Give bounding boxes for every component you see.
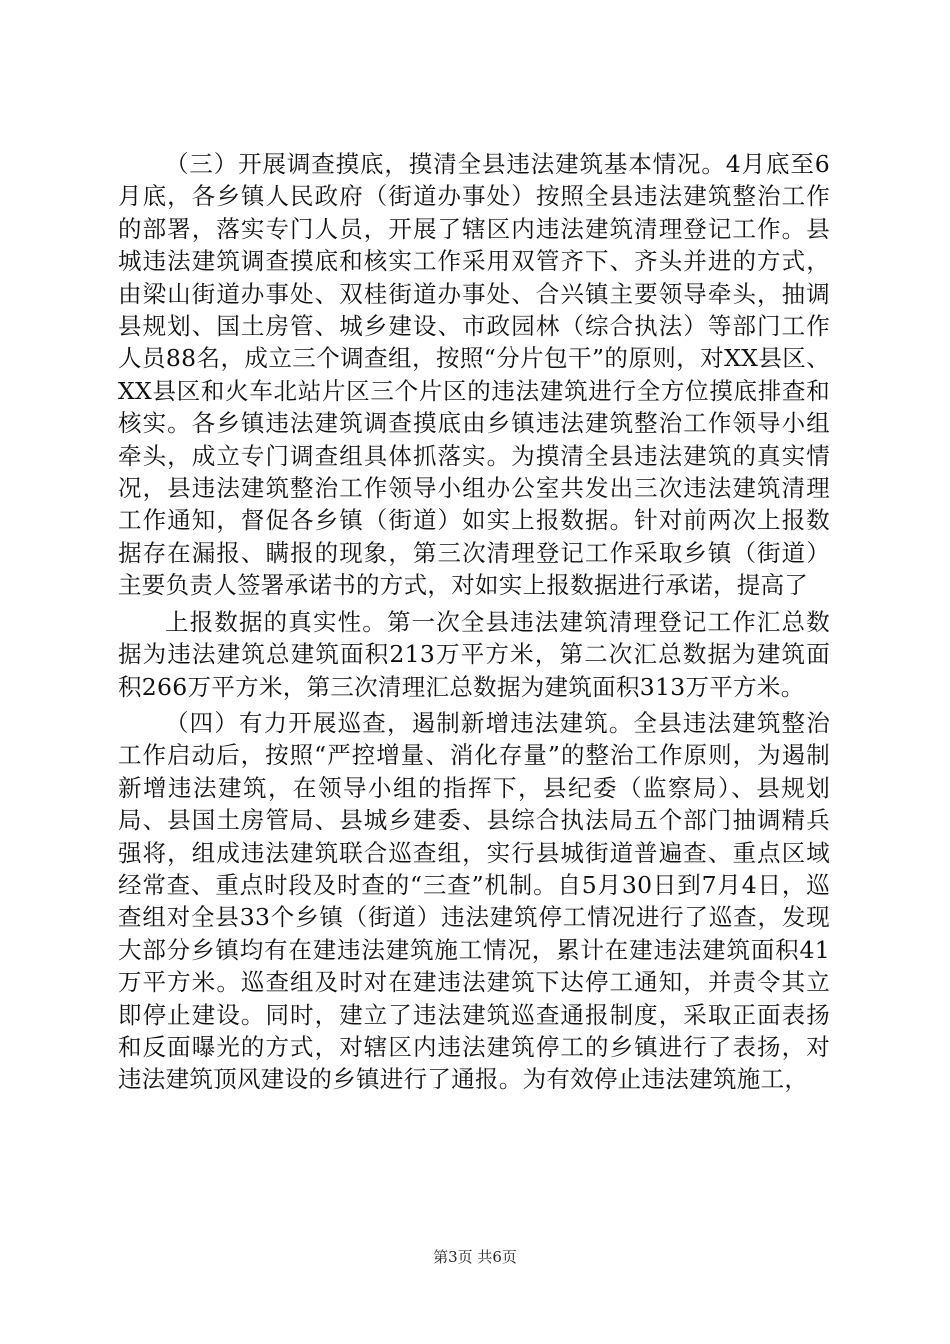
document-body (118, 148, 830, 1096)
page-footer (0, 1247, 950, 1267)
paragraph-inspection: （四）有力开展巡查，遏制新增违法建筑。全县违法建筑整治工作启动后，按照“严控增量、消化存量”的整治工作原则，为遏制新增违法建筑，在领导小组的指挥下，县纪委（监察局）、县规划局、县国土房管局、县城乡建委、县综合执法局五个部门抽调精兵强将，组成违法建筑联合巡查组，实行县城街道普遍查、重点区域经常查、重点时段及时查的“三查”机制。自5月30日到7月4日，巡查组对全县33个乡镇（街道）违法建筑停工情况进行了巡查，发现大部分乡镇均有在建违法建筑施工情况，累计在建违法建筑面积41万平方米。巡查组及时对在建违法建筑下达停工通知，并责令其立即停止建设。同时，建立了违法建筑巡查通报制度，采取正面表扬和反面曝光的方式，对辖区内违法建筑停工的乡镇进行了表扬，对违法建筑顶风建设的乡镇进行了通报。为有效停止违法建筑施工， (118, 708, 830, 1094)
page-number: 第3页 共6页 (433, 1248, 517, 1266)
paragraph-reported-data: 上报数据的真实性。第一次全县违法建筑清理登记工作汇总数据为违法建筑总建筑面积213万平方米，第二次汇总数据为建筑面积266万平方米，第三次清理汇总数据为建筑面积313万平方米。 (118, 607, 830, 701)
paragraph-investigation: （三）开展调查摸底，摸清全县违法建筑基本情况。4月底至6月底，各乡镇人民政府（街道办事处）按照全县违法建筑整治工作的部署，落实专门人员，开展了辖区内违法建筑清理登记工作。县城违法建筑调查摸底和核实工作采用双管齐下、齐头并进的方式，由梁山街道办事处、双桂街道办事处、合兴镇主要领导牵头，抽调县规划、国土房管、城乡建设、市政园林（综合执法）等部门工作人员88名，成立三个调查组，按照“分片包干”的原则，对XX县区、XX县区和火车北站片区三个片区的违法建筑进行全方位摸底排查和核实。各乡镇违法建筑调查摸底由乡镇违法建筑整治工作领导小组牵头，成立专门调查组具体抓落实。为摸清全县违法建筑的真实情况，县违法建筑整治工作领导小组办公室共发出三次违法建筑清理工作通知，督促各乡镇（街道）如实上报数据。针对前两次上报数据存在漏报、瞒报的现象，第三次清理登记工作采取乡镇（街道）主要负责人签署承诺书的方式，对如实上报数据进行承诺，提高了 (118, 150, 830, 600)
